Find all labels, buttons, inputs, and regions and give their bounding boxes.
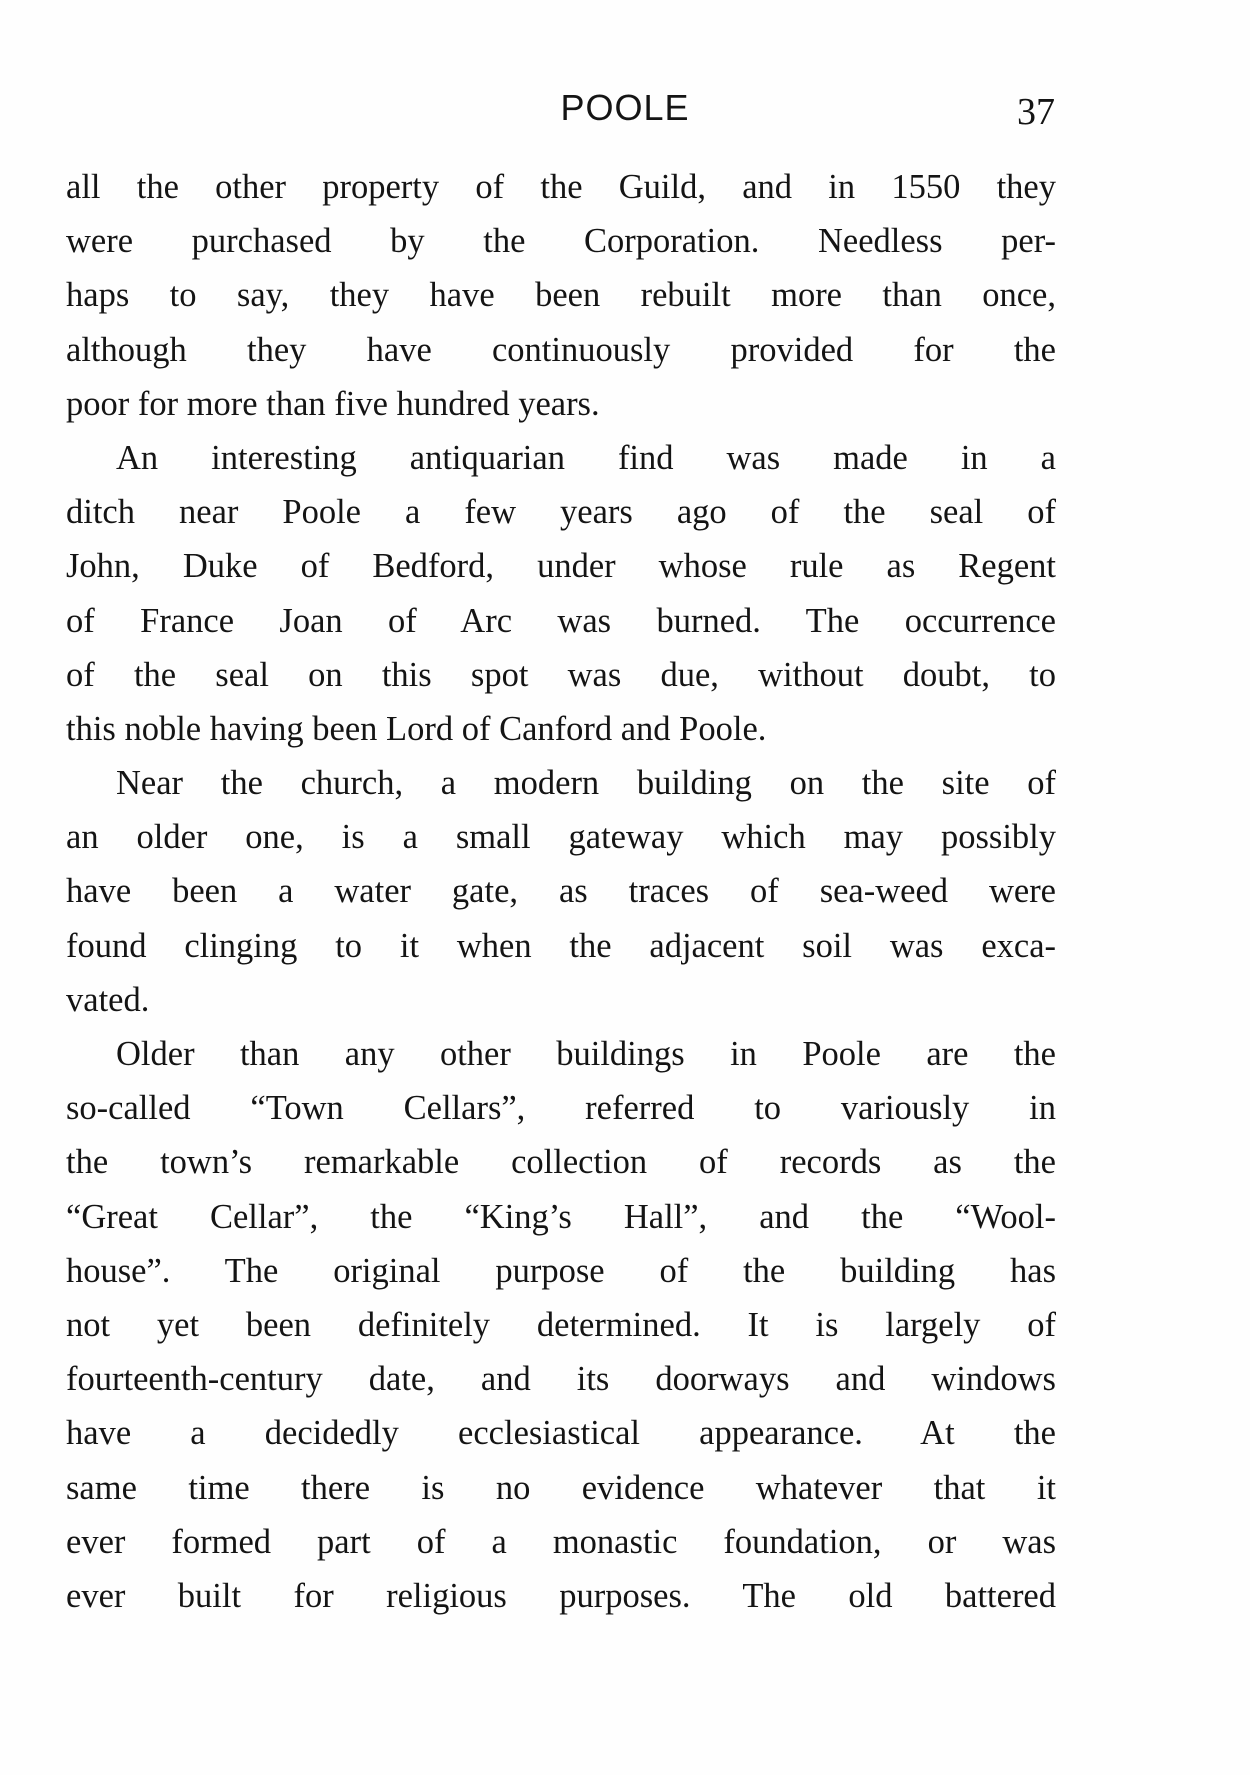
- text-line: ever built for religious purposes. The old battered: [66, 1576, 1056, 1615]
- text-line: were purchased by the Corporation. Needless per-: [66, 222, 1056, 261]
- text-line: same time there is no evidence whatever that it: [66, 1468, 1056, 1507]
- text-line: vated.: [66, 980, 150, 1019]
- text-line: found clinging to it when the adjacent soil was exca-: [66, 926, 1056, 965]
- text-line: of France Joan of Arc was burned. The occurrence: [66, 601, 1056, 640]
- text-line: Near the church, a modern building on the site of: [116, 764, 1056, 803]
- chapter-title: POOLE: [560, 87, 690, 128]
- text-line: haps to say, they have been rebuilt more than once,: [66, 276, 1056, 315]
- text-line: have been a water gate, as traces of sea-weed were: [66, 872, 1056, 911]
- text-line: John, Duke of Bedford, under whose rule as Regent: [66, 547, 1056, 586]
- text-line: poor for more than five hundred years.: [66, 384, 600, 423]
- text-line: of the seal on this spot was due, without doubt, to: [66, 655, 1056, 694]
- page-number: 37: [1017, 91, 1055, 133]
- text-line: have a decidedly ecclesiastical appearance. At the: [66, 1414, 1056, 1453]
- text-line: the town’s remarkable collection of records as the: [66, 1143, 1056, 1182]
- running-head: [0, 88, 1250, 148]
- text-line: not yet been definitely determined. It is largely of: [66, 1305, 1056, 1344]
- text-line: all the other property of the Guild, and in 1550 they: [66, 168, 1056, 206]
- text-line: ever formed part of a monastic foundation, or was: [66, 1522, 1056, 1561]
- text-line: “Great Cellar”, the “King’s Hall”, and the “Wool-: [66, 1197, 1056, 1236]
- text-line: so-called “Town Cellars”, referred to variously in: [66, 1089, 1056, 1128]
- text-line: this noble having been Lord of Canford and Poole.: [66, 709, 767, 748]
- text-line: house”. The original purpose of the building has: [66, 1251, 1056, 1290]
- body-text: [66, 160, 1056, 1623]
- text-line: ditch near Poole a few years ago of the seal of: [66, 493, 1056, 532]
- text-line: fourteenth-century date, and its doorways and windows: [66, 1360, 1056, 1399]
- text-line: although they have continuously provided for the: [66, 330, 1056, 369]
- text-line: An interesting antiquarian find was made in a: [116, 438, 1056, 477]
- text-line: Older than any other buildings in Poole are the: [116, 1035, 1056, 1073]
- text-line: an older one, is a small gateway which may possibly: [66, 818, 1056, 857]
